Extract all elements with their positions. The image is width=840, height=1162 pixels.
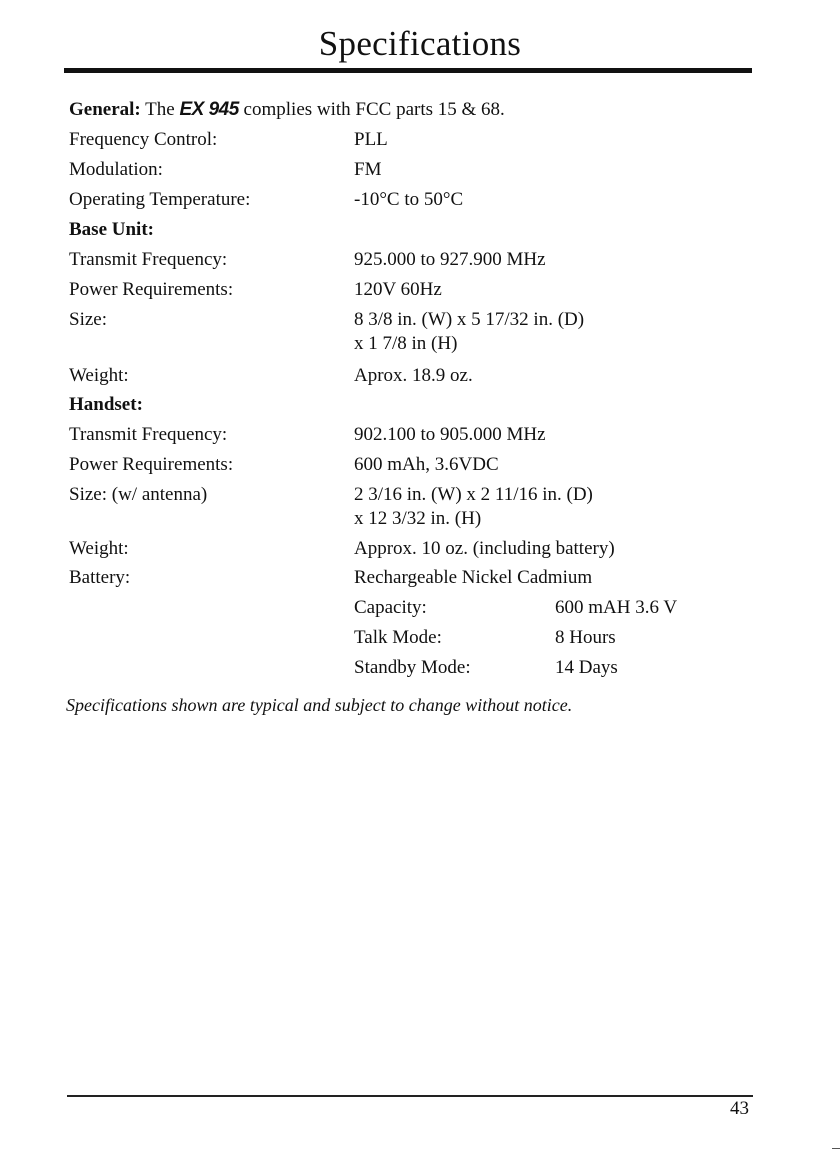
spec-value: Approx. 10 oz. (including battery) xyxy=(354,538,615,559)
general-text-before: The xyxy=(140,99,180,120)
footnote: Specifications shown are typical and subject to change without notice. xyxy=(66,695,573,715)
spec-label: Modulation: xyxy=(69,159,163,180)
spec-value: 8 3/8 in. (W) x 5 17/32 in. (D) xyxy=(354,309,585,330)
spec-value: 2 3/16 in. (W) x 2 11/16 in. (D) xyxy=(354,484,593,505)
battery-detail-label: Talk Mode: xyxy=(354,627,442,648)
spec-value: 902.100 to 905.000 MHz xyxy=(354,424,546,445)
battery-detail-label: Standby Mode: xyxy=(354,657,471,678)
spec-value: FM xyxy=(354,159,382,180)
spec-label: Transmit Frequency: xyxy=(69,424,228,445)
spec-label: Power Requirements: xyxy=(69,279,234,300)
corner-mark xyxy=(832,1148,840,1149)
spec-value: Rechargeable Nickel Cadmium xyxy=(354,567,593,588)
battery-detail-value: 600 mAH 3.6 V xyxy=(555,597,678,618)
spec-label: Battery: xyxy=(69,567,131,588)
spec-label: Size: (w/ antenna) xyxy=(69,484,208,505)
spec-value: 120V 60Hz xyxy=(354,279,442,300)
spec-value: 600 mAh, 3.6VDC xyxy=(354,454,499,475)
spec-label: Frequency Control: xyxy=(69,129,218,150)
spec-label: Weight: xyxy=(69,365,129,386)
battery-detail-value: 14 Days xyxy=(555,657,618,678)
spec-label: Power Requirements: xyxy=(69,454,234,475)
general-label: General: xyxy=(69,99,141,120)
spec-value: x 12 3/32 in. (H) xyxy=(354,508,482,529)
battery-detail-label: Capacity: xyxy=(354,597,427,618)
spec-label: Operating Temperature: xyxy=(69,189,251,210)
spec-value: 925.000 to 927.900 MHz xyxy=(354,249,546,270)
spec-value: PLL xyxy=(354,129,388,150)
battery-detail-value: 8 Hours xyxy=(555,627,616,648)
spec-label: Weight: xyxy=(69,538,129,559)
model-name: EX 945 xyxy=(179,99,239,120)
page-number: 43 xyxy=(730,1098,749,1119)
spec-label: Size: xyxy=(69,309,107,330)
footer-divider xyxy=(67,1095,753,1097)
section-heading: Base Unit: xyxy=(69,219,154,240)
spec-label: Transmit Frequency: xyxy=(69,249,228,270)
section-heading: Handset: xyxy=(69,394,143,415)
title-divider xyxy=(64,68,752,73)
spec-value: x 1 7/8 in (H) xyxy=(354,333,458,354)
page-title: Specifications xyxy=(318,24,522,63)
general-statement xyxy=(69,98,505,122)
general-text-after: complies with FCC parts 15 & 68. xyxy=(238,99,505,120)
spec-value: -10°C to 50°C xyxy=(354,189,464,210)
spec-value: Aprox. 18.9 oz. xyxy=(354,365,473,386)
